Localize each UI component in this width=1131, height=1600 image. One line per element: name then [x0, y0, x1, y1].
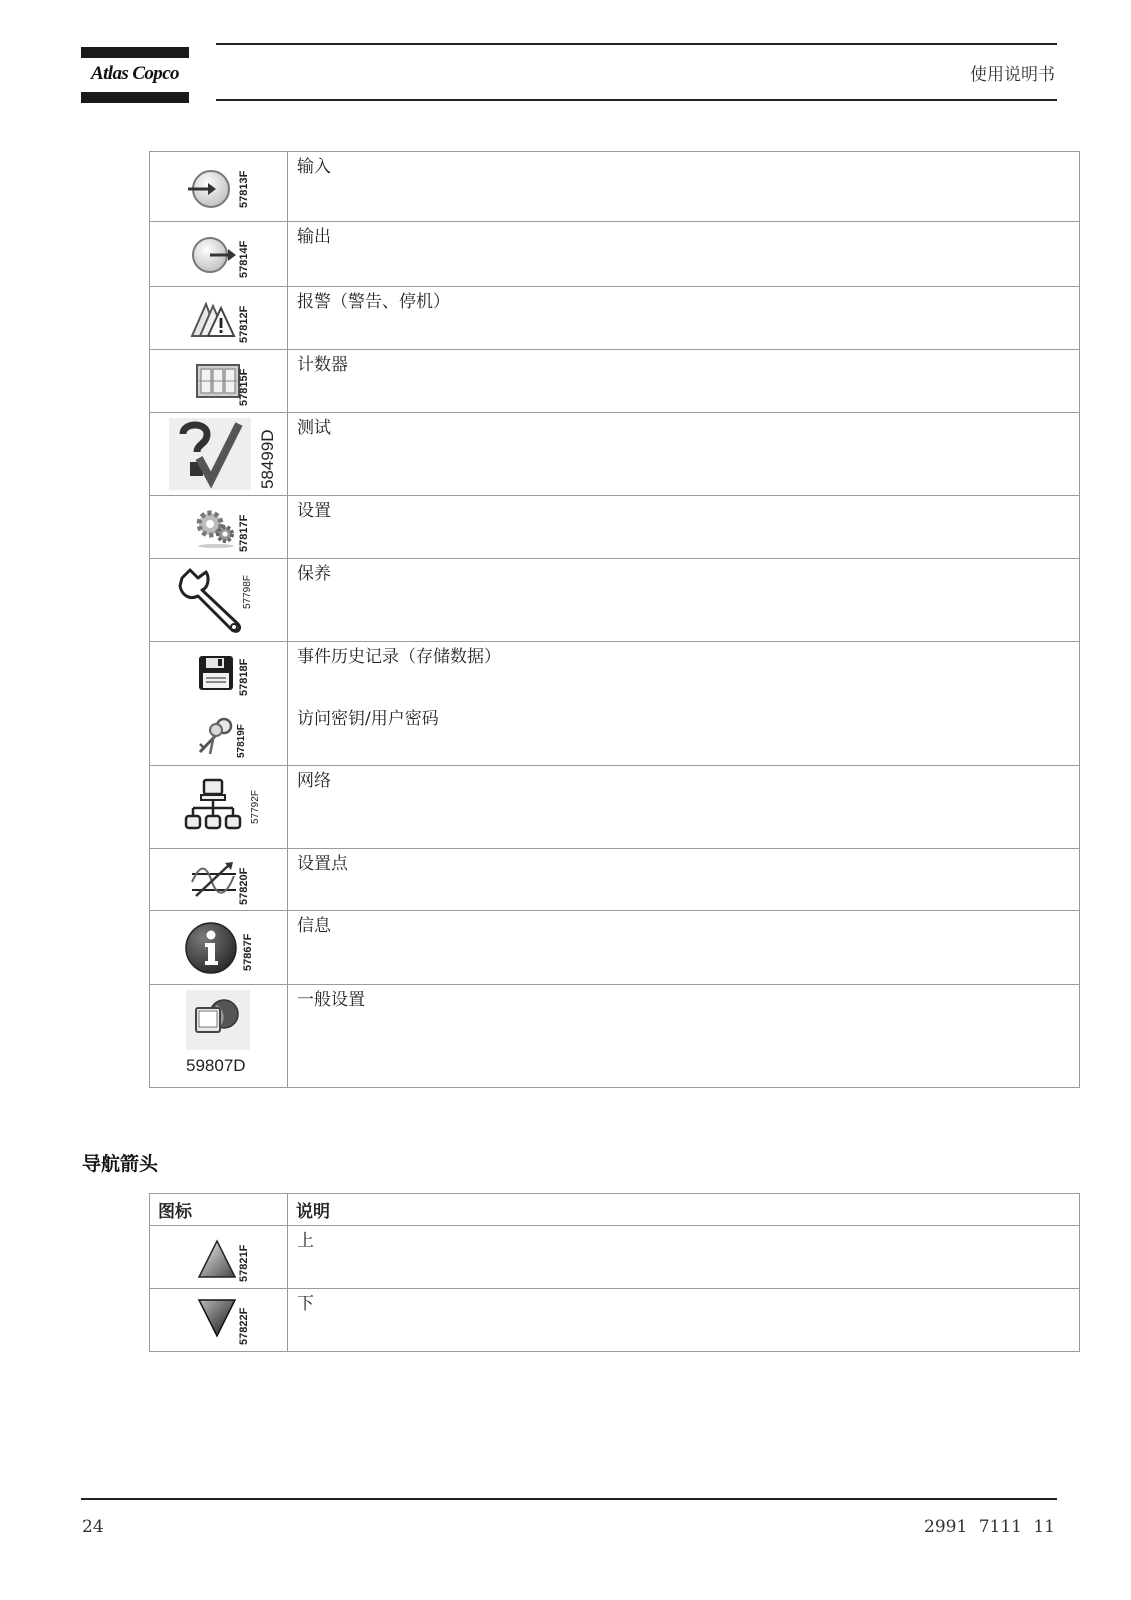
- logo-text: Atlas Copco: [91, 63, 179, 84]
- footer-rule: [81, 1498, 1057, 1500]
- description-text: 访问密钥/用户密码: [297, 709, 439, 729]
- table-row: [150, 222, 1080, 287]
- description-cell: 报警（警告、停机）: [288, 287, 1080, 350]
- arrow-up-icon: [198, 1240, 236, 1278]
- setpoint-icon: [190, 860, 238, 900]
- table-row: [150, 1226, 1080, 1289]
- icon-code: 59807D: [186, 1056, 246, 1075]
- icon-cell: [150, 287, 288, 350]
- description-cell: 输出: [288, 222, 1080, 287]
- icon-cell: [150, 849, 288, 911]
- page-number: 24: [82, 1517, 104, 1537]
- icon-cell: [150, 911, 288, 985]
- description-cell: 保养: [288, 559, 1080, 642]
- table-row: [150, 911, 1080, 985]
- icon-cell: [150, 222, 288, 287]
- table-row: [150, 413, 1080, 496]
- output-icon: [190, 230, 240, 280]
- icon-cell: [150, 559, 288, 642]
- network-icon: [184, 778, 242, 836]
- description-text: 事件历史记录（存储数据）: [297, 647, 501, 667]
- description-cell: [288, 642, 1080, 766]
- icon-code: 57819F: [236, 724, 247, 758]
- arrow-down-icon: [198, 1299, 236, 1337]
- icon-code: 57798F: [242, 575, 253, 609]
- icon-cell: [150, 1289, 288, 1352]
- description-cell: 设置: [288, 496, 1080, 559]
- icon-code: 57817F: [238, 514, 250, 552]
- table-row: [150, 766, 1080, 849]
- icon-code: 57818F: [238, 658, 250, 696]
- icon-cell: [150, 766, 288, 849]
- general-settings-icon: [186, 990, 250, 1050]
- icon-code: 57792F: [250, 790, 261, 824]
- input-icon: [186, 164, 236, 214]
- document-title: 使用说明书: [970, 65, 1055, 85]
- atlas-copco-logo: [81, 47, 189, 103]
- column-header-description: 说明: [288, 1194, 1080, 1226]
- header-rule-bottom: [216, 99, 1057, 101]
- table-row: [150, 642, 1080, 766]
- wrench-icon: [176, 564, 248, 638]
- icon-cell: [150, 350, 288, 413]
- icon-table: [149, 151, 1080, 1088]
- icon-code: 57812F: [238, 305, 250, 343]
- icon-cell: [150, 413, 288, 496]
- alarm-icon: [188, 296, 238, 340]
- document-number: 2991 7111 11: [924, 1517, 1055, 1537]
- icon-cell: [150, 1226, 288, 1289]
- table-row: [150, 849, 1080, 911]
- nav-arrow-table: [149, 1193, 1080, 1352]
- table-row: [150, 496, 1080, 559]
- description-cell: 信息: [288, 911, 1080, 985]
- table-row: [150, 1289, 1080, 1352]
- icon-code: 57821F: [238, 1244, 250, 1282]
- counter-icon: [196, 364, 240, 398]
- table-row: [150, 287, 1080, 350]
- description-cell: 计数器: [288, 350, 1080, 413]
- icon-code: 58499D: [258, 429, 277, 489]
- description-cell: 一般设置: [288, 985, 1080, 1088]
- table-row: [150, 559, 1080, 642]
- icon-code: 57820F: [238, 867, 250, 905]
- icon-cell: [150, 152, 288, 222]
- info-icon: [184, 921, 238, 975]
- table-header-row: [150, 1194, 1080, 1226]
- logo-bar-bottom: [81, 92, 189, 103]
- icon-code: 57815F: [238, 368, 250, 406]
- table-row: [150, 985, 1080, 1088]
- description-cell: 下: [288, 1289, 1080, 1352]
- table-row: [150, 350, 1080, 413]
- description-cell: 上: [288, 1226, 1080, 1289]
- column-header-icon: 图标: [150, 1194, 288, 1226]
- description-cell: 设置点: [288, 849, 1080, 911]
- keys-icon: [194, 716, 238, 756]
- floppy-disk-icon: [198, 655, 234, 691]
- icon-code: 57867F: [242, 933, 254, 971]
- icon-code: 57822F: [238, 1307, 250, 1345]
- section-title-nav-arrows: 导航箭头: [82, 1153, 159, 1175]
- icon-cell: [150, 642, 288, 766]
- icon-cell: [150, 985, 288, 1088]
- header-rule-top: [216, 43, 1057, 45]
- icon-cell: [150, 496, 288, 559]
- logo-bar-top: [81, 47, 189, 58]
- test-icon: [169, 418, 251, 490]
- icon-code: 57813F: [238, 170, 250, 208]
- icon-code: 57814F: [238, 240, 250, 278]
- settings-gears-icon: [194, 508, 238, 548]
- description-cell: 测试: [288, 413, 1080, 496]
- description-cell: 输入: [288, 152, 1080, 222]
- table-row: [150, 152, 1080, 222]
- description-cell: 网络: [288, 766, 1080, 849]
